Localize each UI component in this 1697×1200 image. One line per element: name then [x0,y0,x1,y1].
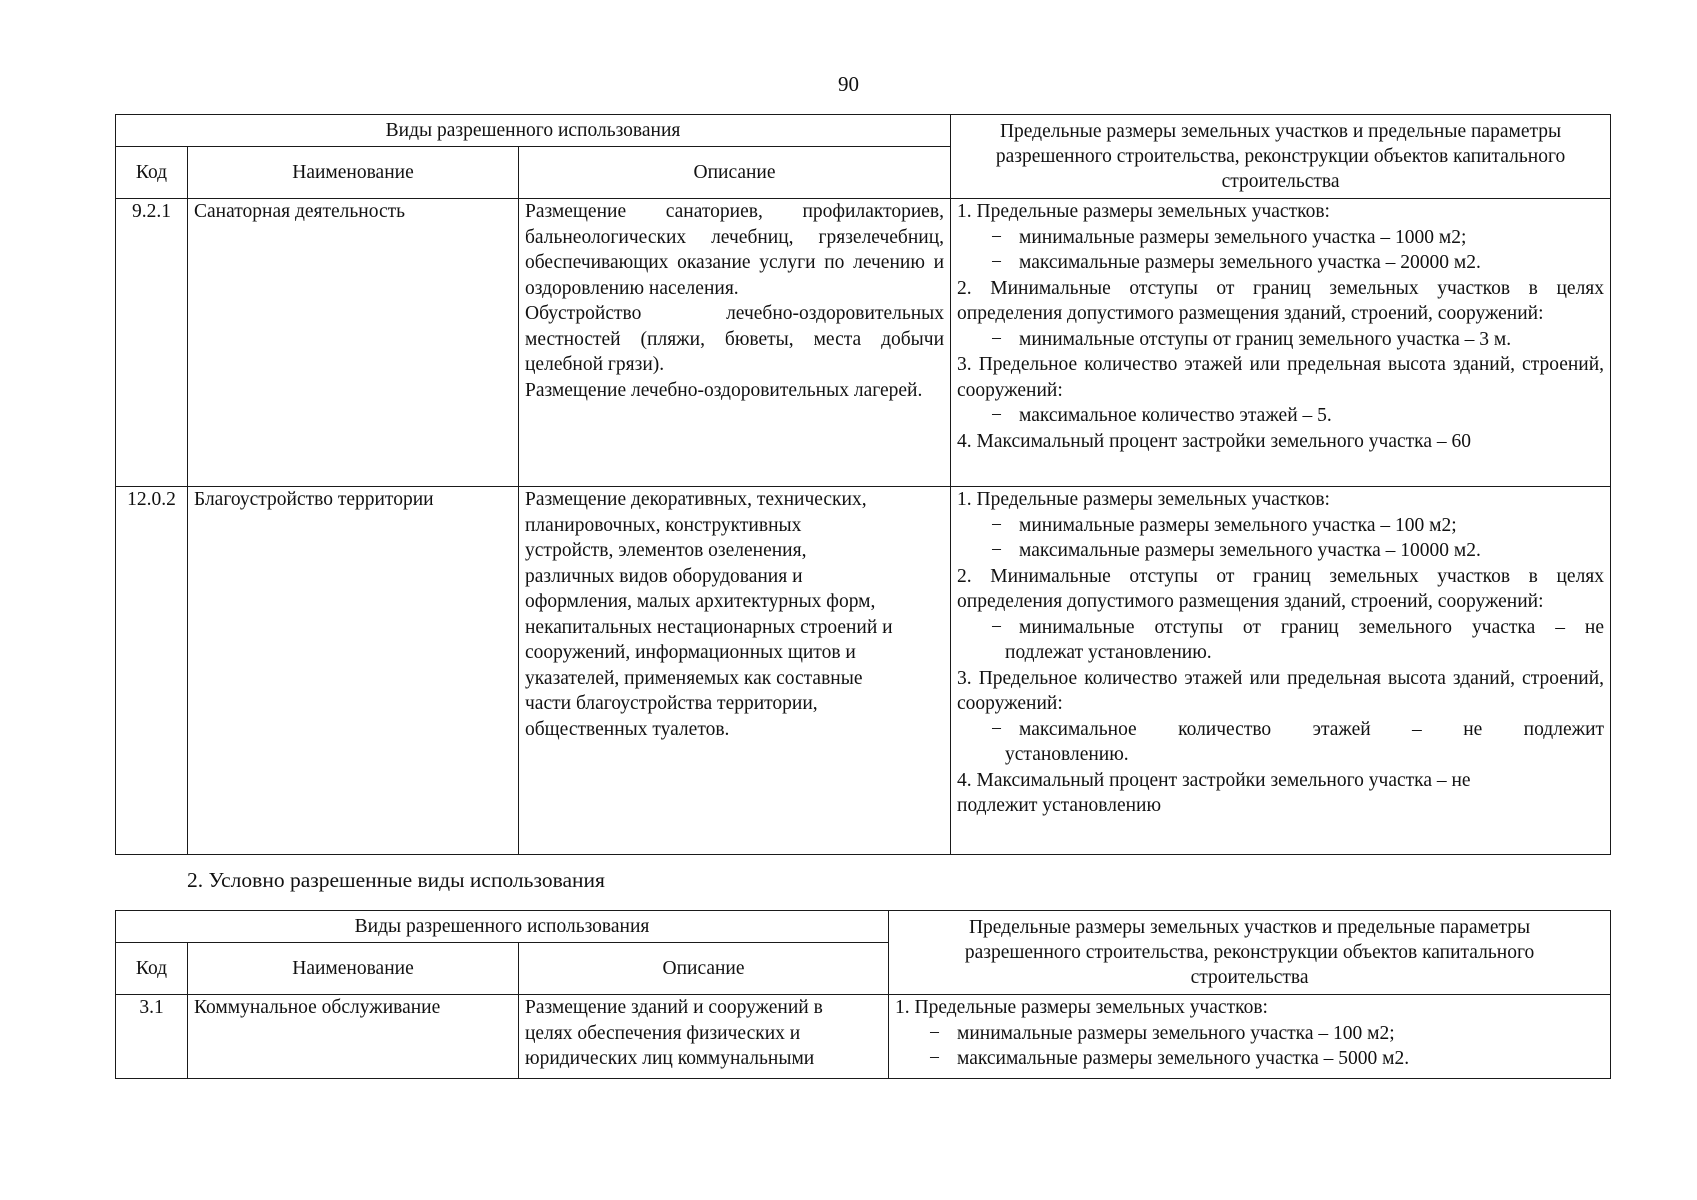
limit-subitem: − минимальные отступы от границ земельного участка – 3 м. [957,327,1604,353]
limit-subitem: − максимальные размеры земельного участка – 20000 м2. [957,250,1604,276]
description-line: части благоустройства территории, [525,693,818,714]
limit-item: 3. Предельное количество этажей или предельная высота зданий, строений, сооружений: [957,667,1605,714]
header-name: Наименование [188,943,519,995]
description-line: планировочных, конструктивных [525,514,802,536]
limit-subitem: − минимальные размеры земельного участка – 100 м2; [895,1021,1604,1047]
table-row [116,995,1611,1079]
header-limits: Предельные размеры земельных участков и предельные параметры разрешенного строительства, реконструкции объектов капитального строительства [951,115,1611,199]
section-title: 2. Условно разрешенные виды использования [187,868,605,892]
row-description [519,995,889,1079]
description-line: сооружений, информационных щитов и [525,642,856,663]
header-description: Описание [519,147,951,199]
description-line: юридических лиц коммунальными [525,1048,815,1069]
row-description [519,199,951,487]
description-line: указателей, применяемых как составные [525,667,863,689]
conditional-use-table [115,910,1611,1079]
limit-subitem-continuation: установлению. [1005,744,1129,765]
limit-item: 4. Максимальный процент застройки земельного участка – 60 [957,430,1471,452]
header-name: Наименование [188,147,519,199]
row-description [519,487,951,855]
limit-subitem: − максимальное количество этажей – не подлежит [957,717,1604,743]
row-name: Санаторная деятельность [188,199,519,487]
row-code: 3.1 [116,995,188,1079]
description-line: Размещение декоративных, технических, [525,489,867,510]
header-permitted-uses: Виды разрешенного использования [116,911,889,943]
table-row [116,487,1611,855]
row-name: Благоустройство территории [188,487,519,855]
description-paragraph: Обустройство лечебно-оздоровительных местностей (пляжи, бюветы, места добычи целебной грязи). [525,303,945,375]
limit-subitem: − минимальные отступы от границ земельного участка – не [957,615,1604,641]
header-limits: Предельные размеры земельных участков и предельные параметры разрешенного строительства, реконструкции объектов капитального строительства [889,911,1611,995]
description-paragraph: Размещение санаториев, профилакториев, бальнеологических лечебниц, грязелечебниц, обеспечивающих оказание услуги по лечению и оздоровлению населения. [525,201,945,299]
page-number: 90 [838,72,859,96]
description-line: оформления, малых архитектурных форм, [525,591,876,612]
table-row [116,199,1611,487]
description-line: устройств, элементов озеленения, [525,540,807,561]
limit-item: 4. Максимальный процент застройки земельного участка – не подлежит установлению [957,769,1471,816]
row-code: 12.0.2 [116,487,188,855]
row-name: Коммунальное обслуживание [188,995,519,1079]
row-limits [951,487,1611,855]
description-line: различных видов оборудования и [525,565,803,587]
row-limits [889,995,1611,1079]
limit-item: 2. Минимальные отступы от границ земельных участков в целях определения допустимого размещения зданий, строений, сооружений: [957,277,1605,324]
limit-item: 1. Предельные размеры земельных участков: [895,997,1268,1018]
limit-subitem: − минимальные размеры земельного участка – 100 м2; [957,513,1604,539]
header-description: Описание [519,943,889,995]
description-line: целях обеспечения физических и [525,1022,801,1044]
limit-item: 3. Предельное количество этажей или предельная высота зданий, строений, сооружений: [957,354,1605,401]
description-line: общественных туалетов. [525,718,730,740]
limit-subitem: − минимальные размеры земельного участка – 1000 м2; [957,225,1604,251]
row-code: 9.2.1 [116,199,188,487]
permitted-use-table [115,114,1611,855]
description-paragraph: Размещение лечебно-оздоровительных лагерей. [525,379,923,401]
header-code: Код [116,147,188,199]
description-line: некапитальных нестационарных строений и [525,616,893,638]
limit-subitem: − максимальное количество этажей – 5. [957,403,1604,429]
limit-item: 2. Минимальные отступы от границ земельных участков в целях определения допустимого размещения зданий, строений, сооружений: [957,565,1605,612]
limit-subitem-continuation: подлежат установлению. [1005,642,1212,663]
description-line: Размещение зданий и сооружений в [525,997,823,1018]
header-permitted-uses: Виды разрешенного использования [116,115,951,147]
header-code: Код [116,943,188,995]
limit-subitem: − максимальные размеры земельного участка – 5000 м2. [895,1046,1604,1072]
limit-item: 1. Предельные размеры земельных участков: [957,201,1330,222]
limit-item: 1. Предельные размеры земельных участков: [957,489,1330,510]
row-limits [951,199,1611,487]
limit-subitem: − максимальные размеры земельного участка – 10000 м2. [957,538,1604,564]
